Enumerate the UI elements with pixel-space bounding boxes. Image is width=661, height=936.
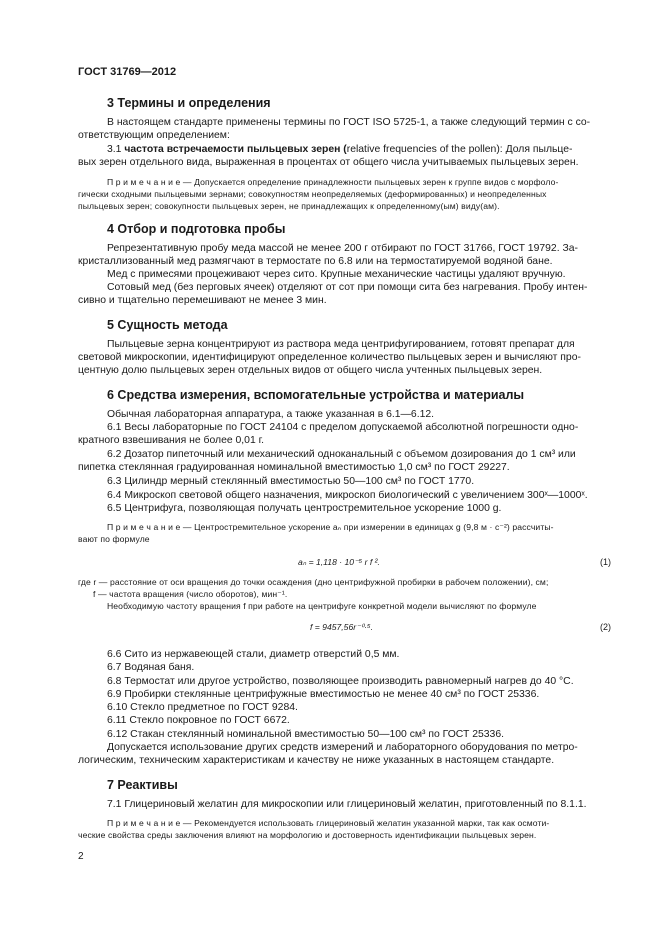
section-7-title: 7 Реактивы: [107, 778, 178, 792]
s5-line-2: световой микроскопии, идентифицируют определенное количество пыльцевых зерен и вычисляют про-: [78, 352, 581, 363]
s5-line-1: Пыльцевые зерна концентрируют из раствора меда центрифугированием, готовят препарат для: [107, 339, 575, 350]
s6-item-3: 6.3 Цилиндр мерный стеклянный вместимостью 50—100 см³ по ГОСТ 1770.: [107, 476, 475, 487]
s6-item-10: 6.10 Стекло предметное по ГОСТ 9284.: [107, 702, 298, 713]
s6-tail-1: Допускается использование других средств измерений и лабораторного оборудования по метро-: [107, 742, 578, 753]
formula-1-number: (1): [600, 557, 611, 567]
term-number: 3.1: [107, 144, 122, 155]
section-4-title: 4 Отбор и подготовка пробы: [107, 222, 286, 236]
s7-note-2: ческие свойства среды заключения влияют на морфологию и достоверность идентификации пыльцевых зерен.: [78, 830, 537, 840]
s4-line-4: Сотовый мед (без перговых ячеек) отделяют от сот при помощи сита без нагревания. Пробу интен-: [107, 282, 588, 293]
s3-note-3: пыльцевых зерен; совокупности пыльцевых зерен, не принадлежащих к определенному(ым) виду(ам).: [78, 201, 500, 211]
s6-item-11: 6.11 Стекло покровное по ГОСТ 6672.: [107, 715, 290, 726]
s3-term: [107, 143, 573, 156]
s6-item-2: 6.2 Дозатор пипеточный или механический одноканальный с объемом дозирования до 1 см³ или: [107, 449, 576, 460]
standard-header: ГОСТ 31769—2012: [78, 66, 177, 78]
s6-item-8: 6.8 Термостат или другое устройство, позволяющее производить равномерный нагрев до 40 °С.: [107, 676, 574, 687]
formula-2-number: (2): [600, 622, 611, 632]
s4-line-5: сивно и тщательно перемешивают не менее 3 мин.: [78, 295, 327, 306]
where-line-2: f — частота вращения (число оборотов), мин⁻¹.: [93, 589, 288, 599]
s3-term-cont: вых зерен отдельного вида, выраженная в процентах от общего числа учитываемых пыльцевых зерен.: [78, 157, 579, 168]
s6-item-9: 6.9 Пробирки стеклянные центрифужные вместимостью не менее 40 см³ по ГОСТ 25336.: [107, 689, 540, 700]
s7-line: 7.1 Глицериновый желатин для микроскопии или глицериновый желатин, приготовленный по 8.1.1.: [107, 799, 587, 810]
s6-item-5: 6.5 Центрифуга, позволяющая получать центростремительное ускорение 1000 g.: [107, 503, 502, 514]
s5-line-3: центную долю пыльцевых зерен отдельных видов от общего числа учтенных пыльцевых зерен.: [78, 365, 543, 376]
s6-intro: Обычная лабораторная аппаратура, а также указанная в 6.1—6.12.: [107, 409, 435, 420]
term-bold: частота встречаемости пыльцевых зерен (: [124, 144, 347, 155]
s7-note-1: П р и м е ч а н и е — Рекомендуется использовать глицериновый желатин указанной марки, так как осмоти-: [107, 818, 550, 828]
term-rest: relative frequencies of the pollen): Доля пыльце-: [346, 144, 573, 155]
where-line-1: где r — расстояние от оси вращения до точки осаждения (дно центрифужной пробирки в рабочем положении), см;: [78, 577, 549, 587]
s6-item-12: 6.12 Стакан стеклянный номинальной вместимостью 50—100 см³ по ГОСТ 25336.: [107, 729, 504, 740]
section-3-title: 3 Термины и определения: [107, 96, 271, 110]
s4-line-1: Репрезентативную пробу меда массой не менее 200 г отбирают по ГОСТ 31766, ГОСТ 19792. За-: [107, 243, 578, 254]
note-label: П р и м е ч а н и е —: [107, 522, 192, 532]
s6-tail-2: логическим, техническим характеристикам и качеству не ниже указанных в настоящем стандарте.: [78, 755, 555, 766]
s4-line-2: кристаллизованный мед размягчают в термостате по 6.8 или на термостатируемой водяной бане.: [78, 256, 553, 267]
s6-item-7: 6.7 Водяная баня.: [107, 662, 195, 673]
s3-intro-1: В настоящем стандарте применены термины по ГОСТ ISO 5725-1, а также следующий термин с со-: [107, 117, 591, 128]
note-label: П р и м е ч а н и е —: [107, 177, 192, 187]
s6-item-2-cont: пипетка стеклянная градуированная номинальной вместимостью 1,0 см³ по ГОСТ 29227.: [78, 462, 510, 473]
s6-item-4: 6.4 Микроскоп световой общего назначения, микроскоп биологический с увеличением 300ˣ—1000ˣ.: [107, 490, 588, 501]
s6-note-2: вают по формуле: [78, 534, 150, 544]
s3-note-1: П р и м е ч а н и е — Допускается определение принадлежности пыльцевых зерен к группе видов с морфоло-: [107, 177, 559, 187]
page-number: 2: [78, 851, 84, 862]
note-label: П р и м е ч а н и е —: [107, 818, 192, 828]
section-5-title: 5 Сущность метода: [107, 318, 228, 332]
s6-item-1-cont: кратного взвешивания не более 0,01 г.: [78, 435, 265, 446]
s3-intro-2: ответствующим определением:: [78, 130, 230, 141]
s4-line-3: Мед с примесями процеживают через сито. Крупные механические частицы удаляют вручную.: [107, 269, 566, 280]
frequency-text: Необходимую частоту вращения f при работе на центрифуге конкретной модели вычисляют по формуле: [107, 601, 537, 611]
section-6-title: 6 Средства измерения, вспомогательные устройства и материалы: [107, 388, 525, 402]
s6-item-6: 6.6 Сито из нержавеющей стали, диаметр отверстий 0,5 мм.: [107, 649, 400, 660]
s6-item-1: 6.1 Весы лабораторные по ГОСТ 24104 с пределом допускаемой абсолютной погрешности одно-: [107, 422, 579, 433]
formula-1: aₙ = 1,118 · 10⁻⁵ r f ².: [298, 557, 380, 567]
s3-note-2: гически сходными пыльцевыми зернами; совокупностям неопределяемых (деформированных) и неопределенных: [78, 189, 547, 199]
formula-2: f = 9457,56r⁻⁰·⁵.: [310, 622, 373, 632]
s6-note-1: П р и м е ч а н и е — Центростремительное ускорение aₙ при измерении в единицах g (9,8 м · с⁻²) рассчиты-: [107, 522, 554, 532]
